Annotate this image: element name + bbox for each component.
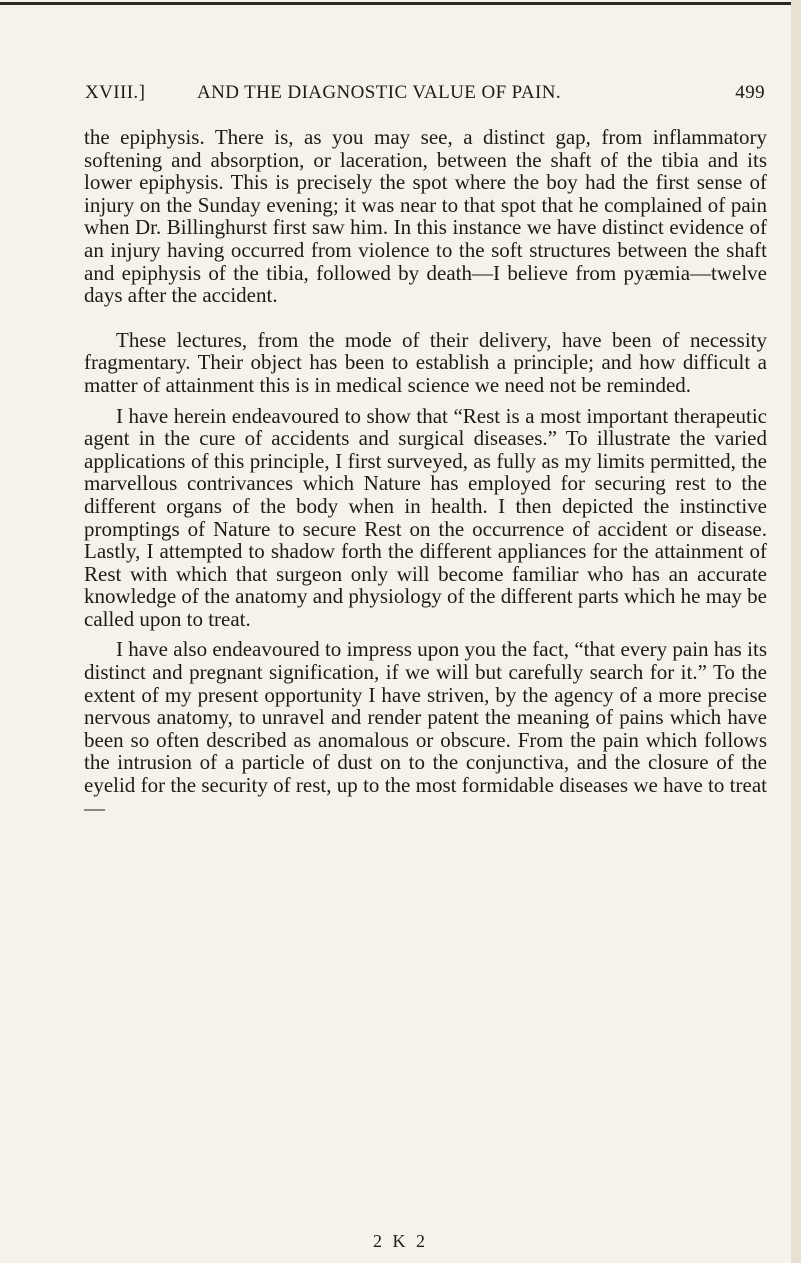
- signature-mark: 2 K 2: [373, 1231, 428, 1251]
- page-edge: [791, 0, 801, 1263]
- body-text: [84, 126, 767, 819]
- chapter-number: XVIII.]: [85, 82, 146, 103]
- paragraph-1: the epiphysis. There is, as you may see, a distinct gap, from inflammatory softening and absorption, or laceration, between the shaft of the tibia and its lower epiphysis. This is precisely the spot where the boy had the first sense of injury on the Sunday evening; it was near to that spot that he complained of pain when Dr. Billinghurst first saw him. In this instance we have distinct evidence of an injury having occurred from violence to the soft structures between the shaft and epiphysis of the tibia, followed by death—I believe from pyæmia—twelve days after the accident.: [84, 125, 767, 308]
- paragraph-3: I have herein endeavoured to show that “Rest is a most important therapeutic agent in the cure of accidents and surgical diseases.” To illustrate the varied applications of this principle, I first surveyed, as fully as my limits permitted, the marvellous contrivances which Nature has employed for securing rest to the different organs of the body when in health. I then depicted the instinctive promptings of Nature to secure Rest on the occurrence of accident or disease. Lastly, I attempted to shadow forth the different appliances for the attainment of Rest with which that surgeon only will become familiar who has an accurate knowledge of the anatomy and physiology of the different parts which he may be called upon to treat.: [84, 403, 767, 631]
- top-border-rule: [0, 2, 801, 5]
- paragraph-2: These lectures, from the mode of their delivery, have been of necessity fragmentary. Their object has been to establish a principle; and how difficult a matter of attainment this is in medical science we need not be reminded.: [84, 327, 767, 397]
- paragraph-4: I have also endeavoured to impress upon you the fact, “that every pain has its distinct and pregnant signification, if we will but carefully search for it.” To the extent of my present opportunity I have striven, by the agency of a more precise nervous anatomy, to unravel and render patent the meaning of pains which have been so often described as anomalous or obscure. From the pain which follows the intrusion of a particle of dust on to the conjunctiva, and the closure of the eyelid for the security of rest, up to the most formidable diseases we have to treat—: [84, 637, 767, 820]
- running-header: [85, 82, 765, 108]
- page-number: 499: [735, 82, 765, 103]
- running-title: AND THE DIAGNOSTIC VALUE OF PAIN.: [197, 82, 562, 103]
